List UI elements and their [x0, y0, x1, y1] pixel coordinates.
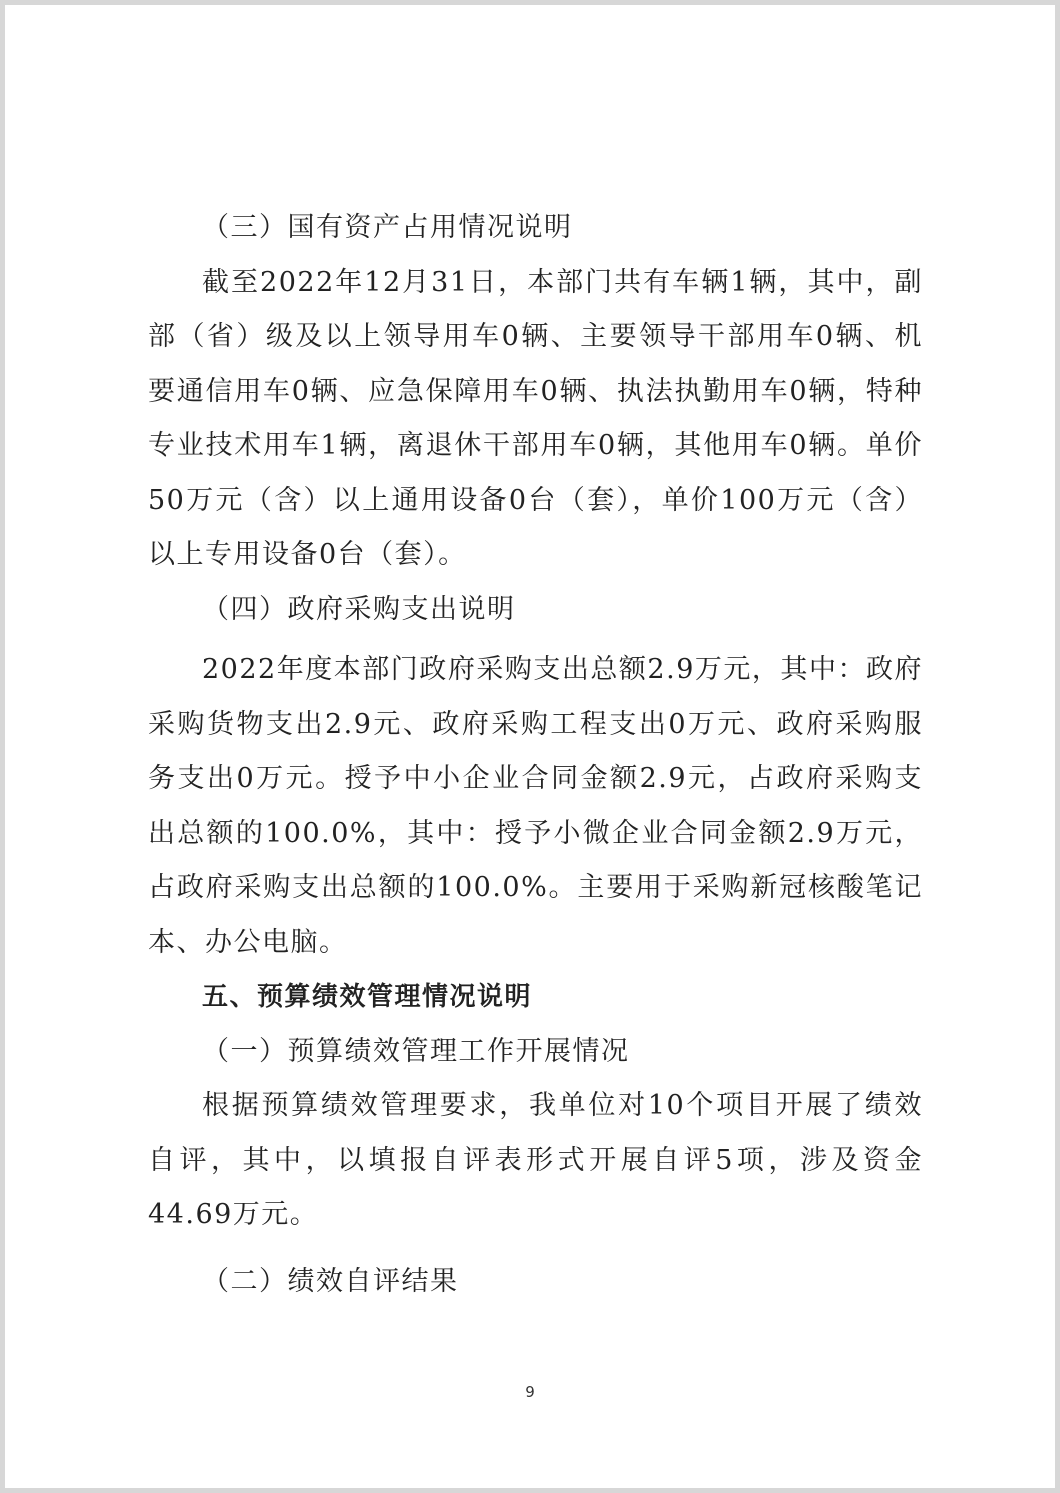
paragraph-assets: 截至2022年12月31日，本部门共有车辆1辆，其中，副部（省）级及以上领导用车0辆、主要领导干部用车0辆、机要通信用车0辆、应急保障用车0辆、执法执勤用车0辆，特种专业技术用车1辆，离退休干部用车0辆，其他用车0辆。单价50万元（含）以上通用设备0台（套），单价100万元（含）以上专用设备0台（套）。	[148, 266, 923, 570]
section-heading-self-evaluation: （二）绩效自评结果	[202, 1265, 459, 1297]
section-heading-assets: （三）国有资产占用情况说明	[202, 212, 573, 243]
paragraph-performance-work: 根据预算绩效管理要求，我单位对10个项目开展了绩效自评，其中，以填报自评表形式开展自评5项，涉及资金44.69万元。	[148, 1090, 923, 1230]
chapter-heading-performance: 五、预算绩效管理情况说明	[202, 982, 533, 1012]
paragraph-procurement: 2022年度本部门政府采购支出总额2.9万元，其中：政府采购货物支出2.9元、政府采购工程支出0万元、政府采购服务支出0万元。授予中小企业合同金额2.9元，占政府采购支出总额的100.0%，其中：授予小微企业合同金额2.9万元，占政府采购支出总额的100.0%。主要用于采购新冠核酸笔记本、办公电脑。	[148, 654, 923, 958]
page-number: 9	[525, 1383, 535, 1401]
document-body	[148, 201, 923, 1309]
section-heading-performance-work: （一）预算绩效管理工作开展情况	[202, 1035, 630, 1067]
section-heading-procurement: （四）政府采购支出说明	[202, 593, 516, 625]
document-page	[5, 5, 1055, 1488]
